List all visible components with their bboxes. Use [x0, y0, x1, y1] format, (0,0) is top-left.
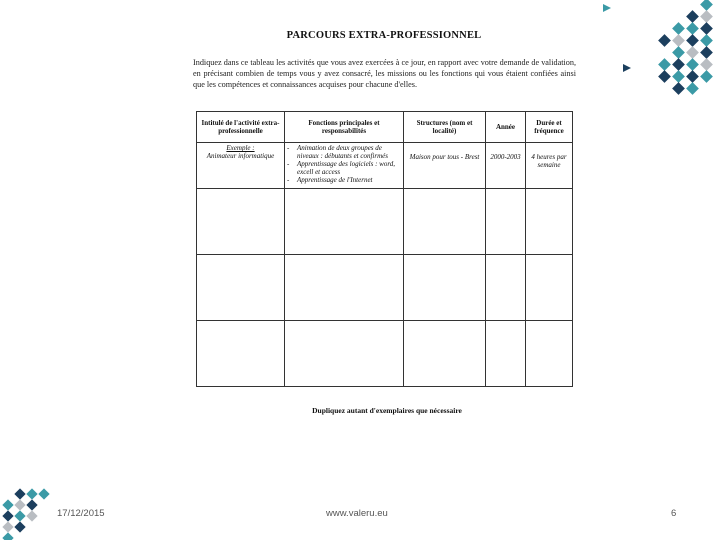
- table-cell[interactable]: [526, 321, 573, 387]
- table-cell[interactable]: [486, 189, 526, 255]
- table-row: [197, 321, 573, 387]
- table-cell[interactable]: [526, 189, 573, 255]
- functions-list: [287, 144, 401, 184]
- example-label: Exemple :: [226, 144, 255, 152]
- decorative-pattern-top-right-icon: [590, 0, 720, 110]
- table-row-example: [197, 143, 573, 189]
- table-cell[interactable]: [197, 189, 285, 255]
- header-structures: Structures (nom et localité): [404, 112, 486, 143]
- list-item: - Apprentissage de l'Internet: [287, 176, 401, 184]
- example-structure-cell: Maison pour tous - Brest: [404, 143, 486, 189]
- table-cell[interactable]: [285, 189, 404, 255]
- example-year-cell: 2000-2003: [486, 143, 526, 189]
- example-activity: Animateur informatique: [206, 152, 275, 160]
- activities-table: [196, 111, 573, 387]
- example-functions-cell: [285, 143, 404, 189]
- list-item: - Animation de deux groupes de niveaux : débutants et confirmés: [287, 144, 401, 160]
- document-title: PARCOURS EXTRA-PROFESSIONNEL: [286, 30, 482, 41]
- table-cell[interactable]: [486, 321, 526, 387]
- table-row: [197, 189, 573, 255]
- list-item: - Apprentissage des logiciels : word, excell et access: [287, 160, 401, 176]
- table-cell[interactable]: [197, 255, 285, 321]
- header-year: Année: [486, 112, 526, 143]
- example-activity-cell: [197, 143, 285, 189]
- pattern-shapes: [603, 0, 713, 95]
- header-duration: Durée et fréquence: [526, 112, 573, 143]
- footer-date: 17/12/2015: [57, 508, 105, 519]
- duplicate-note: Dupliquez autant d'exemplaires que nécessaire: [312, 406, 462, 415]
- header-activity: Intitulé de l'activité extra-professionnelle: [197, 112, 285, 143]
- intro-paragraph: Indiquez dans ce tableau les activités que vous avez exercées à ce jour, en rapport avec votre demande de validation, en précisant combien de temps vous y avez consacré, les missions ou les fonctions qui vous étaient confiées ainsi que les compétences et connaissances acquises pour chacune d'elles.: [193, 58, 576, 89]
- table-cell[interactable]: [526, 255, 573, 321]
- table-row: [197, 255, 573, 321]
- table-cell[interactable]: [404, 321, 486, 387]
- table-cell[interactable]: [197, 321, 285, 387]
- pattern-shapes: [2, 488, 49, 540]
- table-cell[interactable]: [285, 321, 404, 387]
- page-number: 6: [671, 508, 677, 519]
- example-duration-cell: 4 heures par semaine: [526, 143, 573, 189]
- header-functions: Fonctions principales et responsabilités: [285, 112, 404, 143]
- footer-website[interactable]: www.valeru.eu: [326, 508, 388, 519]
- table-cell[interactable]: [486, 255, 526, 321]
- table-cell[interactable]: [285, 255, 404, 321]
- table-cell[interactable]: [404, 255, 486, 321]
- table-header-row: [197, 112, 573, 143]
- table-cell[interactable]: [404, 189, 486, 255]
